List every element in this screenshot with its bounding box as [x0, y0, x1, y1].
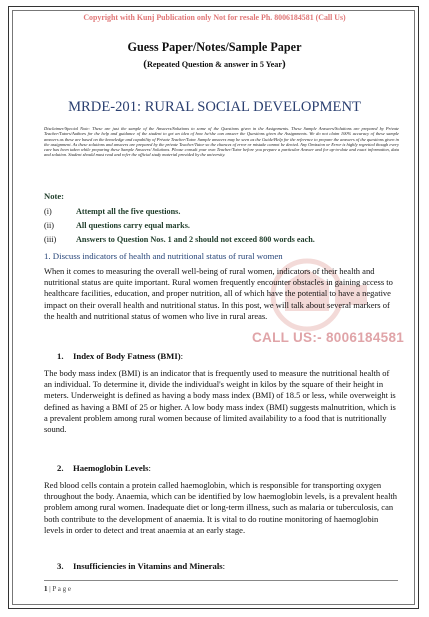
- section-paragraph: The body mass index (BMI) is an indicator that is frequently used to measure the nutritional health of an individual. To determine it, divide the individual's weight in kilos by the square of their height in meters. Underweight is defined as having a body mass index (BMI) of 18.5 or less, while overweight is defined as having a BMI of 25 or higher. A low body mass index (BMI) suggests malnutrition, which is a prevalent problem among rural women because of limited availability to a food that is nutritionally sound.: [44, 368, 396, 435]
- section-heading: 2. Haemoglobin Levels:: [57, 463, 151, 473]
- section-heading: 3. Insufficiencies in Vitamins and Minerals:: [57, 561, 226, 571]
- watermark-text: CALL US:- 8006184581: [252, 330, 405, 345]
- document-title: Guess Paper/Notes/Sample Paper: [127, 40, 302, 54]
- note-item: (i) Attempt all the five questions.: [44, 207, 181, 216]
- document-subtitle: (Repeated Question & answer in 5 Year): [143, 58, 286, 70]
- footer-divider: [44, 580, 398, 581]
- section-paragraph: Red blood cells contain a protein called haemoglobin, which is responsible for transporting oxygen throughout the body. Anaemia, which can be identified by low haemoglobin levels, is a prevalent health problem among rural women. Inadequate diet or long-term illness, such as malaria or tuberculosis, can both contribute to the development of anaemia. It is vital to do routine monitoring of haemoglobin levels in order to detect and treat anaemia at an early stage.: [44, 480, 398, 535]
- page-label: P a g e: [52, 585, 72, 593]
- page-footer: 1 | P a g e: [44, 585, 72, 593]
- note-label: Note:: [44, 191, 65, 201]
- question-heading: 1. Discuss indicators of health and nutritional status of rural women: [44, 251, 283, 261]
- section-heading: 1. Index of Body Fatness (BMI):: [57, 351, 184, 361]
- note-item: (iii) Answers to Question Nos. 1 and 2 should not exceed 800 words each.: [44, 235, 315, 244]
- disclaimer-text: Disclaimer/Special Note: These are just the sample of the Answers/Solutions to some of the Questions given in the Assignments. These Sample Answers/Solutions are prepared by Private Teacher/Tutors/Authors for the help and guidance of the student to get an idea of how he/she can answer the Questions given the Assignments. We do not claim 100% accuracy of these sample answers as these are based on the knowledge and capability of Private Teacher/Tutor. Sample answers may be seen as the Guide/Help for the reference to prepare the answers of the questions given in the assignment. As these solutions and answers are prepared by the private Teacher/Tutor so the chances of error or mistake cannot be denied. Any Omission or Error is highly regretted though every care has been taken while preparing these Sample Answers/ Solutions. Please consult your own Teacher/Tutor before you prepare a particular Answer and for up-to-date and exact information, data and solution. Student should must read and refer the official study material provided by the university.: [44, 126, 399, 158]
- course-title: MRDE-201: RURAL SOCIAL DEVELOPMENT: [68, 99, 361, 115]
- copyright-notice: Copyright with Kunj Publication only Not for resale Ph. 8006184581 (Call Us): [83, 13, 346, 22]
- page-number: 1: [44, 585, 48, 593]
- intro-paragraph: When it comes to measuring the overall well-being of rural women, indicators of their health and nutritional status are quite important. Rural women frequently encounter obstacles in gaining access to healthcare facilities, education, and proper nutrition, all of which have the potential to have a negative impact on their overall health and nutritional status. In this post, we will talk about several markers of the health and nutritional status of women who live in rural areas.: [44, 266, 393, 321]
- note-item: (ii) All questions carry equal marks.: [44, 221, 190, 230]
